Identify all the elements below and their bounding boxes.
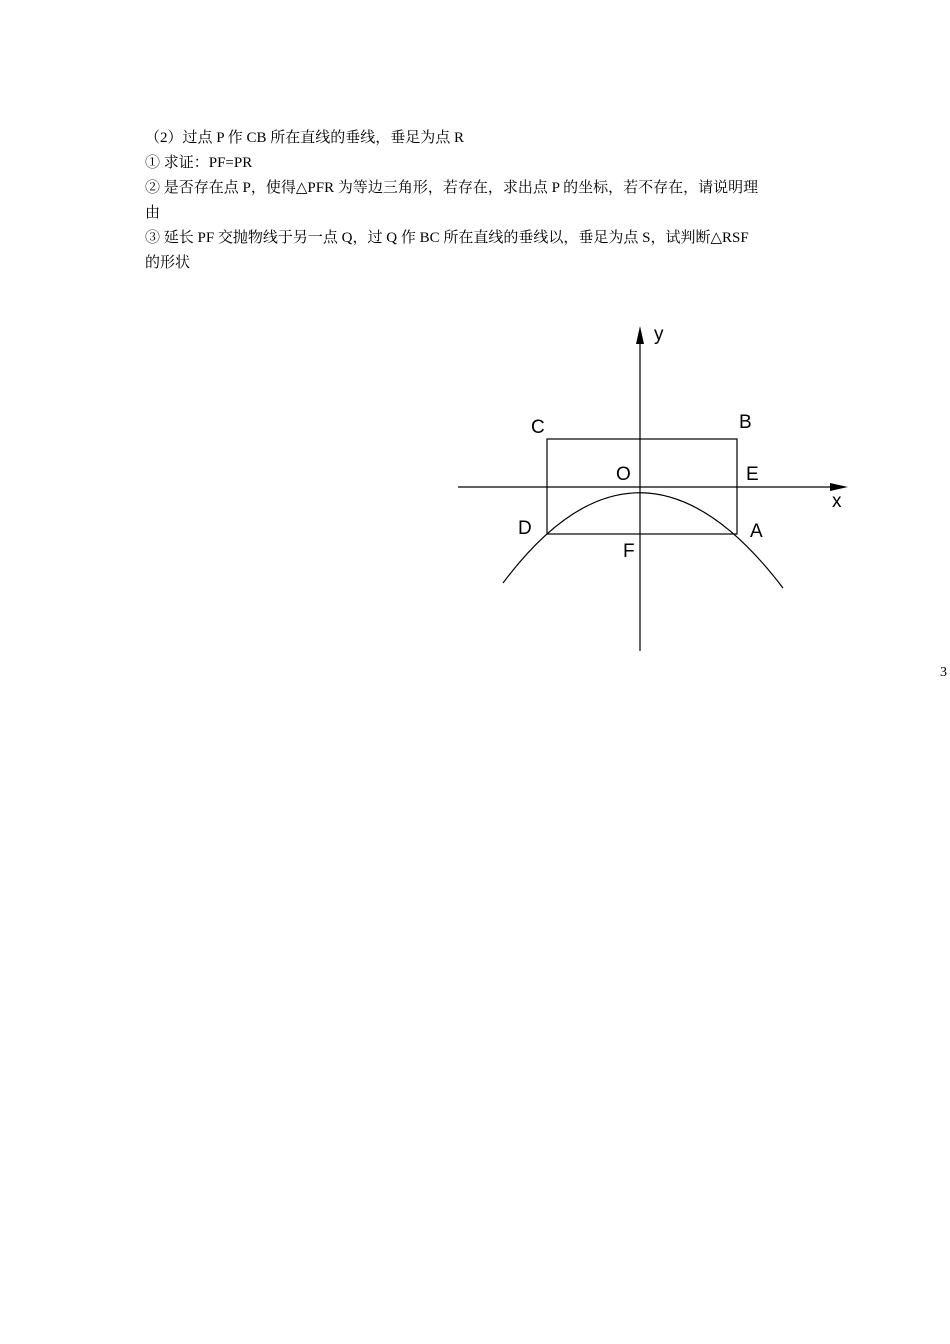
text-line-3: ② 是否存在点 P，使得△PFR 为等边三角形，若存在，求出点 P 的坐标，若不存在，请说明理 — [145, 180, 759, 196]
geometry-figure — [440, 310, 860, 660]
label-y: y — [654, 324, 664, 345]
text-line-4: 由 — [145, 205, 161, 221]
text-line-2: ① 求证：PF=PR — [145, 155, 253, 171]
label-o: O — [616, 464, 631, 485]
label-a: A — [750, 521, 763, 542]
y-axis-arrow — [636, 326, 644, 344]
problem-text — [145, 126, 825, 276]
text-line-1: （2）过点 P 作 CB 所在直线的垂线，垂足为点 R — [145, 130, 465, 146]
x-axis-arrow — [830, 483, 848, 491]
parabola — [503, 493, 783, 588]
text-line-5: ③ 延长 PF 交抛物线于另一点 Q，过 Q 作 BC 所在直线的垂线以，垂足为点 S，试判断△RSF — [145, 230, 749, 246]
label-f: F — [623, 541, 635, 562]
text-line-6: 的形状 — [145, 255, 191, 271]
label-x: x — [832, 491, 842, 512]
label-e: E — [746, 464, 759, 485]
label-d: D — [518, 518, 532, 539]
label-b: B — [739, 412, 752, 433]
page-number: 3 — [940, 665, 947, 680]
label-c: C — [531, 417, 545, 438]
